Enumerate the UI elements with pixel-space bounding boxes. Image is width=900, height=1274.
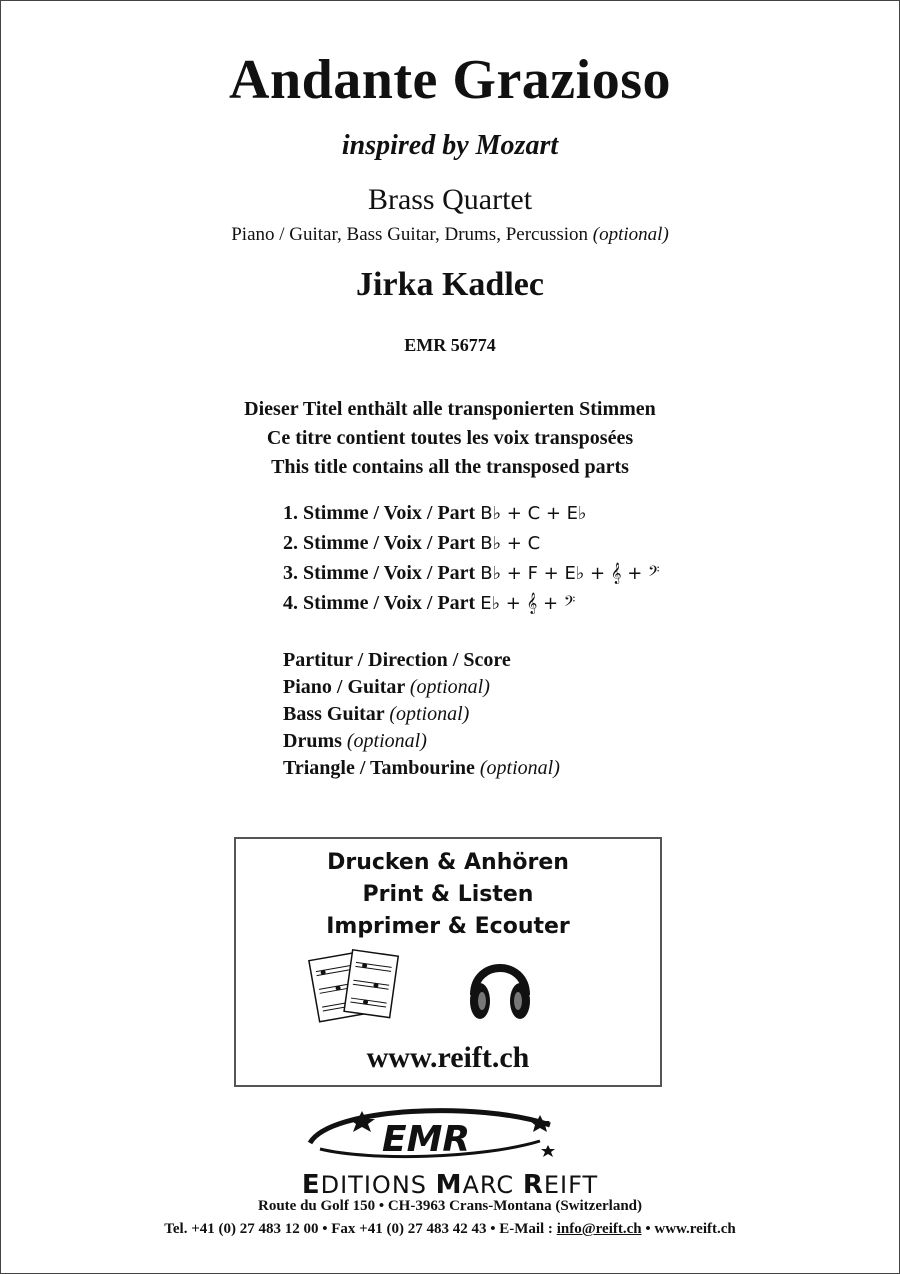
website-url: www.reift.ch [366, 1041, 530, 1074]
part-label: 2. Stimme / Voix / Part [283, 532, 476, 554]
extra-note: (optional) [409, 676, 490, 698]
print-listen-line-en: Print & Listen [362, 882, 534, 907]
page-title: Andante Grazioso [229, 49, 671, 111]
parts-list [283, 498, 660, 618]
part-label: 3. Stimme / Voix / Part [283, 562, 476, 584]
part-keys: B♭ + F + E♭ + 𝄞 + 𝄢 [480, 563, 660, 584]
headphones-icon [470, 968, 530, 1019]
extra-label: Triangle / Tambourine [283, 757, 475, 779]
part-keys: E♭ + 𝄞 + 𝄢 [480, 593, 576, 614]
publisher-name: EDITIONS MARC REIFT [301, 1170, 599, 1200]
catalog-code: EMR 56774 [404, 335, 496, 355]
extra-note: (optional) [389, 703, 470, 725]
extra-label: Piano / Guitar [283, 676, 405, 698]
print-listen-line-de: Drucken & Anhören [327, 850, 569, 875]
contact-website: • www.reift.ch [641, 1221, 736, 1237]
print-listen-line-fr: Imprimer & Ecouter [326, 914, 570, 939]
extra-label: Partitur / Direction / Score [283, 649, 511, 671]
part-row [283, 588, 660, 618]
part-row [283, 558, 660, 588]
extra-row [283, 728, 560, 755]
contact-email-link[interactable]: info@reift.ch [556, 1221, 642, 1237]
notice-line-fr: Ce titre contient toutes les voix transposées [266, 427, 634, 449]
composer: Jirka Kadlec [356, 266, 544, 303]
part-keys: B♭ + C + E♭ [480, 503, 587, 524]
extra-label: Drums [283, 730, 342, 752]
print-listen-box [234, 837, 662, 1087]
extra-row [283, 674, 560, 701]
print-listen-icons [236, 947, 660, 1027]
extra-row [283, 647, 560, 674]
part-row [283, 498, 660, 528]
emr-logo [300, 1105, 570, 1165]
extra-row [283, 701, 560, 728]
extras-list [283, 647, 560, 782]
part-row [283, 528, 660, 558]
instrumentation-optional: (optional) [592, 224, 669, 245]
extra-label: Bass Guitar [283, 703, 385, 725]
part-keys: B♭ + C [480, 533, 541, 554]
emr-logo-text: EMR [382, 1119, 471, 1160]
instrumentation [0, 224, 900, 246]
subtitle: inspired by Mozart [341, 130, 559, 161]
publisher-address: Route du Golf 150 • CH-3963 Crans-Montana (Switzerland) [258, 1198, 642, 1214]
notice-line-de: Dieser Titel enthält alle transponierten Stimmen [244, 398, 656, 420]
part-label: 4. Stimme / Voix / Part [283, 592, 476, 614]
extra-note: (optional) [479, 757, 560, 779]
publisher-contact [0, 1221, 900, 1238]
part-label: 1. Stimme / Voix / Part [283, 502, 476, 524]
instrumentation-list: Piano / Guitar, Bass Guitar, Drums, Percussion [231, 224, 589, 245]
extra-note: (optional) [346, 730, 427, 752]
notice-line-en: This title contains all the transposed parts [271, 456, 629, 478]
extra-row [283, 755, 560, 782]
ensemble: Brass Quartet [367, 183, 533, 216]
print-listen-text [236, 847, 660, 943]
contact-phone-fax: Tel. +41 (0) 27 483 12 00 • Fax +41 (0) 27 483 42 43 • E-Mail : [164, 1221, 557, 1237]
transposition-notice [0, 395, 900, 482]
sheet-music-icon [309, 950, 398, 1022]
